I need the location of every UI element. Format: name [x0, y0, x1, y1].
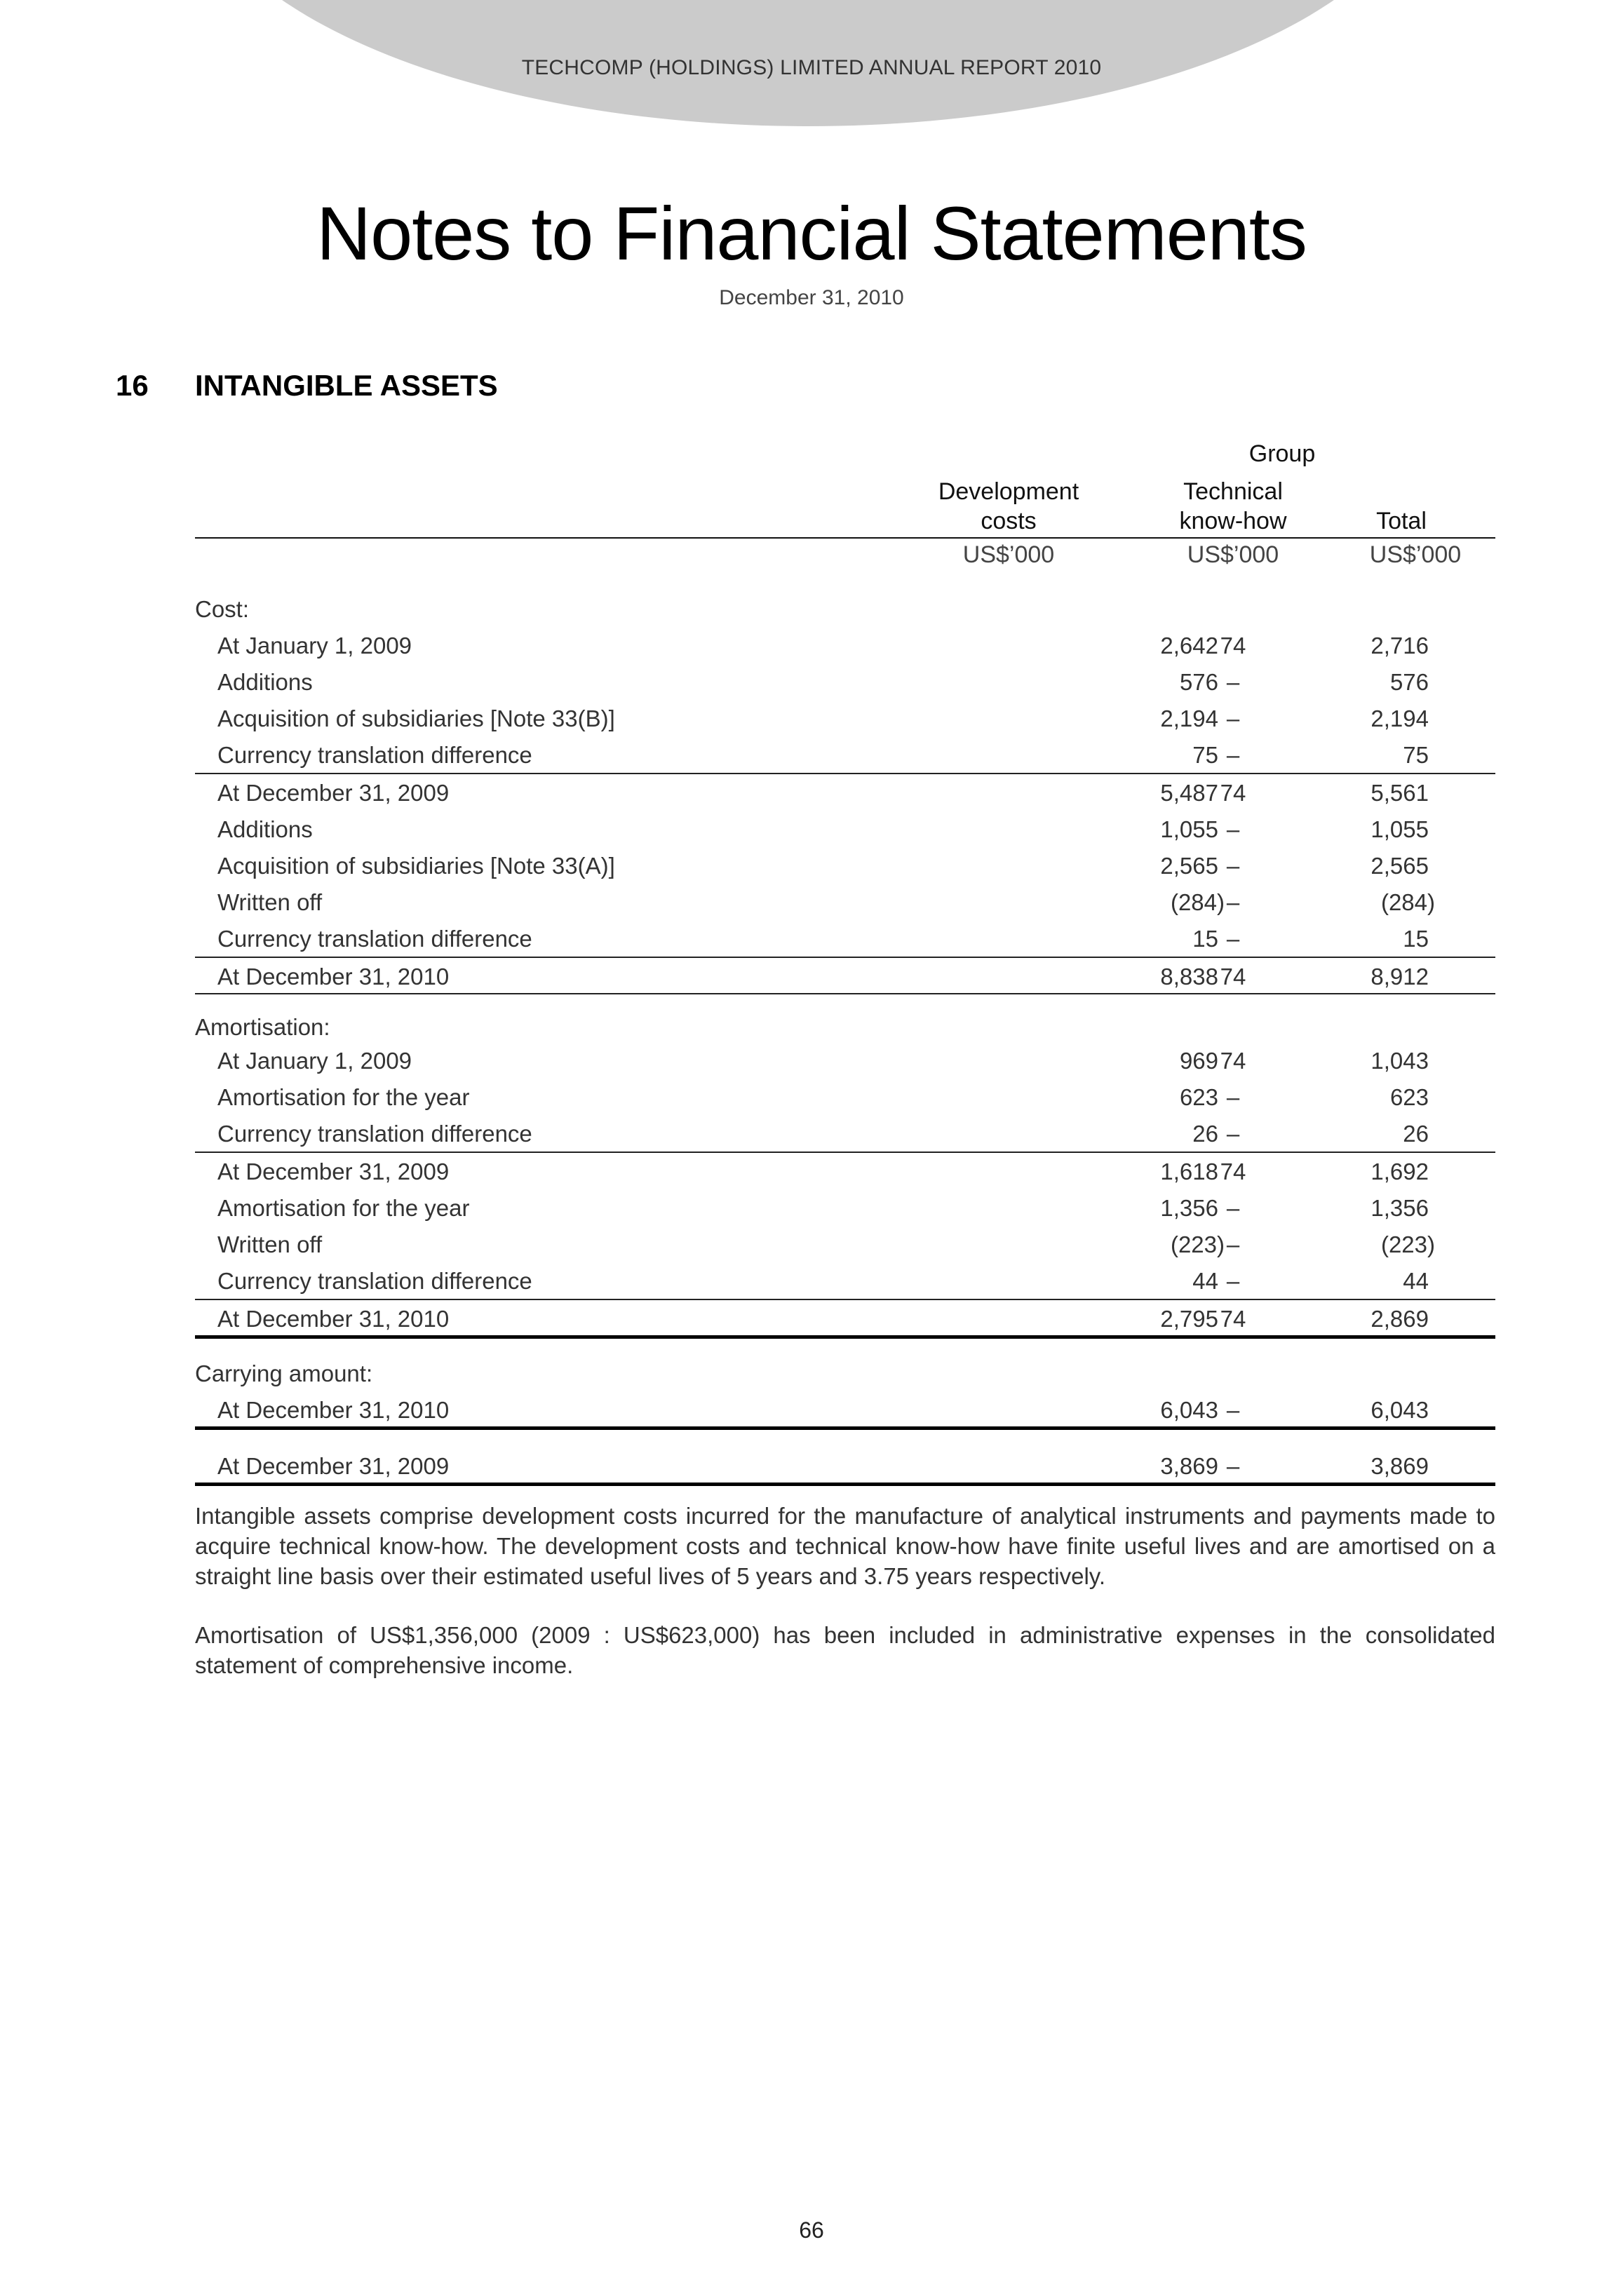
technical-know-how-value: –: [1226, 889, 1240, 915]
unit-label: US$’000: [962, 541, 1055, 568]
total-value: (284): [1380, 889, 1435, 915]
section-label: Cost:: [195, 596, 250, 622]
table-row-subtotal: [195, 774, 1495, 811]
table-row: [195, 920, 1495, 957]
unit-label: US$’000: [1187, 541, 1279, 568]
technical-know-how-value: 74: [1220, 1306, 1246, 1332]
total-value: 44: [1403, 1268, 1429, 1294]
section-label-row: [195, 1355, 1495, 1391]
development-costs-value: 3,869: [1160, 1453, 1218, 1479]
table-row: [195, 1262, 1495, 1299]
section-label-row: [195, 1008, 1495, 1045]
technical-know-how-value: –: [1226, 669, 1240, 695]
total-value: 15: [1403, 926, 1429, 952]
table-row: [195, 884, 1495, 920]
development-costs-value: 2,565: [1160, 853, 1218, 879]
development-costs-value: 15: [1192, 926, 1218, 952]
development-costs-value: 44: [1192, 1268, 1218, 1294]
table-row: [195, 1391, 1495, 1428]
table-row: [195, 663, 1495, 700]
column-header-line: Development: [938, 478, 1079, 505]
technical-know-how-value: –: [1226, 1121, 1240, 1147]
technical-know-how-value: 74: [1220, 964, 1246, 990]
row-label: Additions: [217, 669, 313, 695]
row-label: Amortisation for the year: [217, 1084, 470, 1110]
technical-know-how-value: –: [1226, 1231, 1240, 1257]
technical-know-how-value: –: [1226, 853, 1240, 879]
technical-know-how-value: 74: [1220, 633, 1246, 659]
row-label: At December 31, 2009: [217, 1159, 450, 1184]
column-header-line: costs: [981, 508, 1037, 534]
table-row-subtotal: [195, 1153, 1495, 1189]
row-label: At December 31, 2009: [217, 780, 450, 806]
total-value: 623: [1389, 1084, 1429, 1110]
development-costs-value: 1,618: [1160, 1159, 1218, 1184]
total-value: 2,194: [1371, 705, 1429, 731]
page-title: Notes to Financial Statements: [316, 191, 1307, 276]
row-label: Amortisation for the year: [217, 1195, 470, 1221]
column-header-line: know-how: [1179, 508, 1287, 534]
development-costs-value: 1,356: [1160, 1195, 1218, 1221]
total-value: 1,692: [1371, 1159, 1429, 1184]
development-costs-value: 8,838: [1160, 964, 1218, 990]
total-rule: [195, 1426, 1495, 1430]
total-value: 8,912: [1371, 964, 1429, 990]
technical-know-how-value: –: [1226, 742, 1240, 768]
column-header-line: Total: [1376, 508, 1427, 534]
table-row: [195, 1447, 1495, 1484]
technical-know-how-value: 74: [1220, 780, 1246, 806]
total-rule: [195, 1335, 1495, 1339]
total-value: 75: [1403, 742, 1429, 768]
development-costs-value: 2,795: [1160, 1306, 1218, 1332]
section-label: Amortisation:: [195, 1014, 330, 1040]
technical-know-how-value: –: [1226, 816, 1240, 842]
total-rule: [195, 993, 1495, 994]
group-header: Group: [1248, 440, 1316, 467]
technical-know-how-value: –: [1226, 1195, 1240, 1221]
row-label: At January 1, 2009: [217, 1048, 412, 1074]
total-value: 26: [1403, 1121, 1429, 1147]
total-value: 1,356: [1371, 1195, 1429, 1221]
table-row: [195, 847, 1495, 884]
technical-know-how-value: –: [1226, 705, 1240, 731]
development-costs-value: 5,487: [1160, 780, 1218, 806]
section-title: INTANGIBLE ASSETS: [195, 369, 498, 402]
technical-know-how-value: –: [1226, 926, 1240, 952]
technical-know-how-value: –: [1226, 1084, 1240, 1110]
table-row: [195, 1042, 1495, 1079]
unit-label: US$’000: [1369, 541, 1462, 568]
table-row: [195, 700, 1495, 736]
row-label: At January 1, 2009: [217, 633, 412, 659]
technical-know-how-value: 74: [1220, 1048, 1246, 1074]
development-costs-value: 1,055: [1160, 816, 1218, 842]
note-paragraph: Amortisation of US$1,356,000 (2009 : US$623,000) has been included in administrative expenses in the consolidated statement of comprehensive income.: [195, 1622, 1495, 1678]
row-label: Acquisition of subsidiaries [Note 33(A)]: [217, 853, 615, 879]
row-label: Acquisition of subsidiaries [Note 33(B)]: [217, 705, 615, 731]
table-row-total: [195, 1300, 1495, 1337]
row-label: Currency translation difference: [217, 742, 532, 768]
development-costs-value: 75: [1192, 742, 1218, 768]
total-value: 2,869: [1371, 1306, 1429, 1332]
development-costs-value: (223): [1170, 1231, 1225, 1257]
section-number: 16: [116, 369, 149, 402]
row-label: Currency translation difference: [217, 1121, 532, 1147]
development-costs-value: 2,642: [1160, 633, 1218, 659]
column-header-line: [1331, 477, 1472, 506]
section-label-row: [195, 590, 1495, 627]
development-costs-value: (284): [1170, 889, 1225, 915]
total-value: (223): [1380, 1231, 1435, 1257]
total-value: 2,716: [1371, 633, 1429, 659]
row-label: Additions: [217, 816, 313, 842]
column-header-development-costs: [903, 477, 1114, 536]
development-costs-value: 623: [1179, 1084, 1218, 1110]
note-paragraph: Intangible assets comprise development costs incurred for the manufacture of analytical instruments and payments made to acquire technical know-how. The development costs and technical know-how have finite useful lives and are amortised on a straight line basis over their estimated useful lives of 5 years and 3.75 years respectively.: [195, 1503, 1495, 1589]
development-costs-value: 26: [1192, 1121, 1218, 1147]
technical-know-how-value: –: [1226, 1397, 1240, 1423]
table-row: [195, 1115, 1495, 1152]
row-label: Written off: [217, 1231, 323, 1257]
total-value: 576: [1389, 669, 1429, 695]
row-label: At December 31, 2009: [217, 1453, 450, 1479]
table-row: [195, 1189, 1495, 1226]
header-rule: [195, 537, 1495, 539]
development-costs-value: 2,194: [1160, 705, 1218, 731]
development-costs-value: 576: [1179, 669, 1218, 695]
table-row: [195, 811, 1495, 847]
total-value: 3,869: [1371, 1453, 1429, 1479]
table-row-total: [195, 958, 1495, 994]
column-header-technical-know-how: [1128, 477, 1338, 536]
row-label: Written off: [217, 889, 323, 915]
table-row: [195, 627, 1495, 663]
section-label: Carrying amount:: [195, 1360, 373, 1386]
row-label: At December 31, 2010: [217, 964, 450, 990]
running-head: TECHCOMP (HOLDINGS) LIMITED ANNUAL REPORT 2010: [521, 56, 1102, 79]
row-label: At December 31, 2010: [217, 1306, 450, 1332]
statement-date: December 31, 2010: [719, 286, 904, 309]
row-label: Currency translation difference: [217, 926, 532, 952]
table-row: [195, 1079, 1495, 1115]
technical-know-how-value: –: [1226, 1453, 1240, 1479]
table-row: [195, 736, 1495, 773]
total-value: 1,055: [1371, 816, 1429, 842]
technical-know-how-value: 74: [1220, 1159, 1246, 1184]
row-label: Currency translation difference: [217, 1268, 532, 1294]
row-label: At December 31, 2010: [217, 1397, 450, 1423]
page-number: 66: [799, 2217, 824, 2243]
total-rule: [195, 1483, 1495, 1486]
total-value: 1,043: [1371, 1048, 1429, 1074]
column-header-total: [1331, 477, 1472, 536]
total-value: 2,565: [1371, 853, 1429, 879]
development-costs-value: 969: [1179, 1048, 1218, 1074]
column-header-line: Technical: [1183, 478, 1283, 505]
total-value: 5,561: [1371, 780, 1429, 806]
total-value: 6,043: [1371, 1397, 1429, 1423]
development-costs-value: 6,043: [1160, 1397, 1218, 1423]
technical-know-how-value: –: [1226, 1268, 1240, 1294]
table-row: [195, 1226, 1495, 1262]
